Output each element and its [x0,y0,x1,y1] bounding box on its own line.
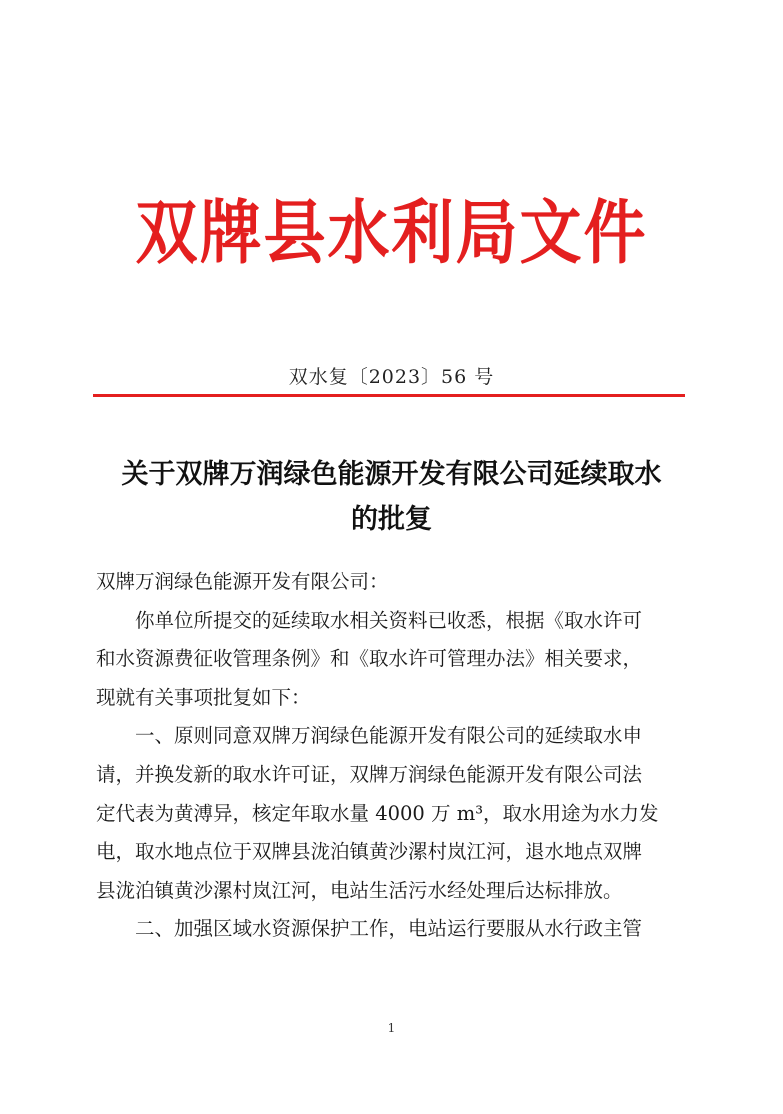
body-line: 定代表为黄溥异，核定年取水量 4000 万 m³，取水用途为水力发 [96,801,659,825]
red-divider-line [93,394,685,397]
title-line-2: 的批复 [351,504,432,535]
document-number: 双水复〔2023〕56 号 [288,366,495,388]
body-line: 请，并换发新的取水许可证，双牌万润绿色能源开发有限公司法 [96,762,643,786]
body-line: 和水资源费征收管理条例》和《取水许可管理办法》相关要求， [96,647,643,671]
body-line: 现就有关事项批复如下： [96,685,311,709]
body-line: 一、原则同意双牌万润绿色能源开发有限公司的延续取水申 [135,724,643,748]
body-line: 二、加强区域水资源保护工作，电站运行要服从水行政主管 [135,917,643,941]
body-line: 县泷泊镇黄沙漯村岚江河，电站生活污水经处理后达标排放。 [96,878,623,902]
issuing-authority-header: 双牌县水利局文件 [135,191,648,274]
salutation: 双牌万润绿色能源开发有限公司： [96,570,389,593]
page-number: 1 [387,1021,396,1035]
document-title [60,452,723,542]
document-body [96,563,692,949]
body-line: 你单位所提交的延续取水相关资料已收悉，根据《取水许可 [135,608,643,632]
body-line: 电，取水地点位于双牌县泷泊镇黄沙漯村岚江河，退水地点双牌 [96,840,643,864]
title-line-1: 关于双牌万润绿色能源开发有限公司延续取水 [121,459,662,490]
